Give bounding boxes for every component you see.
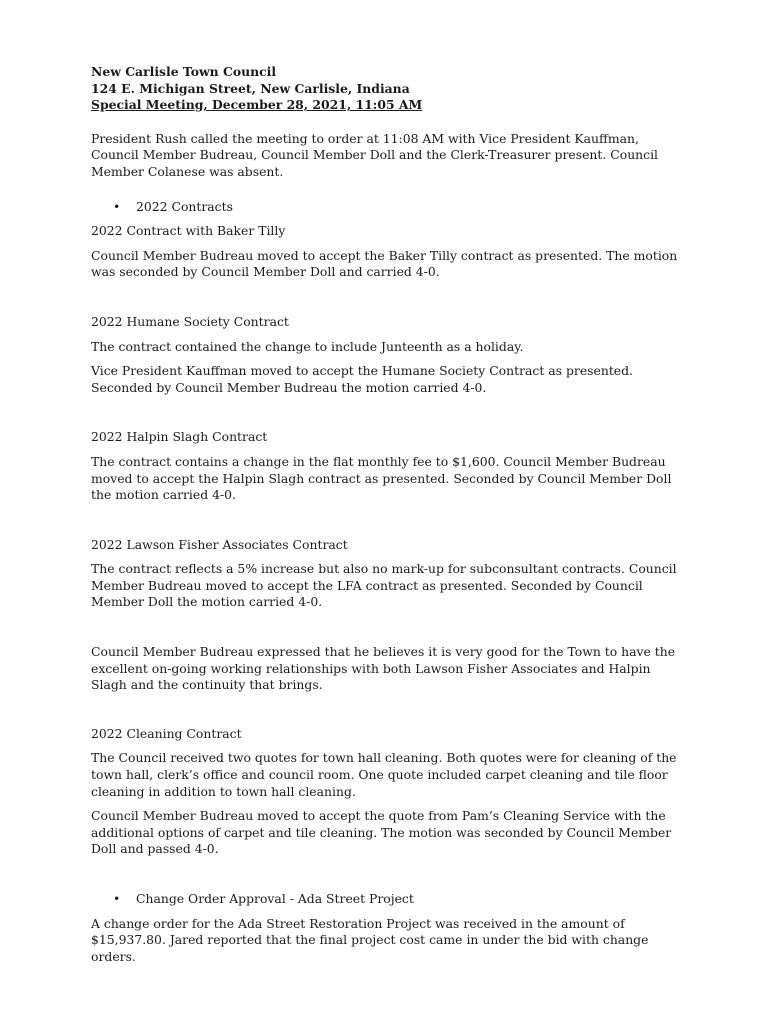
paragraph-humane-change: The contract contained the change to include Junteenth as a holiday.: [91, 338, 524, 354]
paragraph-humane-motion: Vice President Kauffman moved to accept the Humane Society Contract as presented. Seconded by Council Member Budreau the motion carried 4-0.: [91, 363, 633, 395]
bullet-item-change-order: [91, 891, 681, 908]
paragraph-cleaning-motion: Council Member Budreau moved to accept the quote from Pam’s Cleaning Service with the additional options of carpet and tile cleaning. The motion was seconded by Council Member Doll and passed 4-0.: [91, 808, 672, 857]
bullet-label: 2022 Contracts: [136, 198, 233, 214]
council-address: 124 E. Michigan Street, New Carlisle, Indiana: [91, 80, 410, 96]
bullet-icon: •: [113, 891, 121, 906]
section-title-humane-society: 2022 Humane Society Contract: [91, 313, 289, 329]
section-title-halpin-slagh: 2022 Halpin Slagh Contract: [91, 429, 268, 445]
bullet-icon: •: [113, 198, 121, 214]
paragraph-lawson-fisher-comment: Council Member Budreau expressed that he believes it is very good for the Town to have the excellent on-going working relationships with both Lawson Fisher Associates and Halpin Slagh and the continuity that brings.: [91, 644, 676, 693]
paragraph-halpin-slagh: The contract contains a change in the flat monthly fee to $1,600. Council Member Budreau moved to accept the Halpin Slagh contract as presented. Seconded by Council Member Doll the motion carried 4-0.: [91, 453, 672, 503]
paragraph-change-order: A change order for the Ada Street Restoration Project was received in the amount of $15,937.80. Jared reported that the final project cost came in under the bid with change orders.: [91, 915, 649, 964]
section-title-baker-tilly: 2022 Contract with Baker Tilly: [91, 223, 286, 239]
paragraph-cleaning-quotes: The Council received two quotes for town hall cleaning. Both quotes were for cleaning of the town hall, clerk’s office and council room. One quote included carpet cleaning and tile floor cleaning in addition to town hall cleaning.: [91, 750, 677, 799]
bullet-label: Change Order Approval - Ada Street Project: [136, 891, 414, 906]
document-header: [91, 64, 681, 114]
meeting-title: Special Meeting, December 28, 2021, 11:05 AM: [91, 97, 423, 113]
council-name: New Carlisle Town Council: [91, 64, 277, 79]
paragraph-lawson-fisher-contract: The contract reflects a 5% increase but also no mark-up for subconsultant contracts. Council Member Budreau moved to accept the LFA contract as presented. Seconded by Council Member Doll the motion carried 4-0.: [91, 561, 677, 610]
paragraph-baker-tilly: Council Member Budreau moved to accept the Baker Tilly contract as presented. The motion was seconded by Council Member Doll and carried 4-0.: [91, 247, 678, 280]
document-page: [91, 64, 681, 965]
section-title-cleaning: 2022 Cleaning Contract: [91, 725, 242, 741]
section-title-lawson-fisher: 2022 Lawson Fisher Associates Contract: [91, 536, 348, 552]
intro-paragraph: President Rush called the meeting to order at 11:08 AM with Vice President Kauffman, Council Member Budreau, Council Member Doll and the Clerk-Treasurer present. Council Member Colanese was absent.: [91, 130, 659, 179]
bullet-item-contracts: [91, 199, 681, 216]
